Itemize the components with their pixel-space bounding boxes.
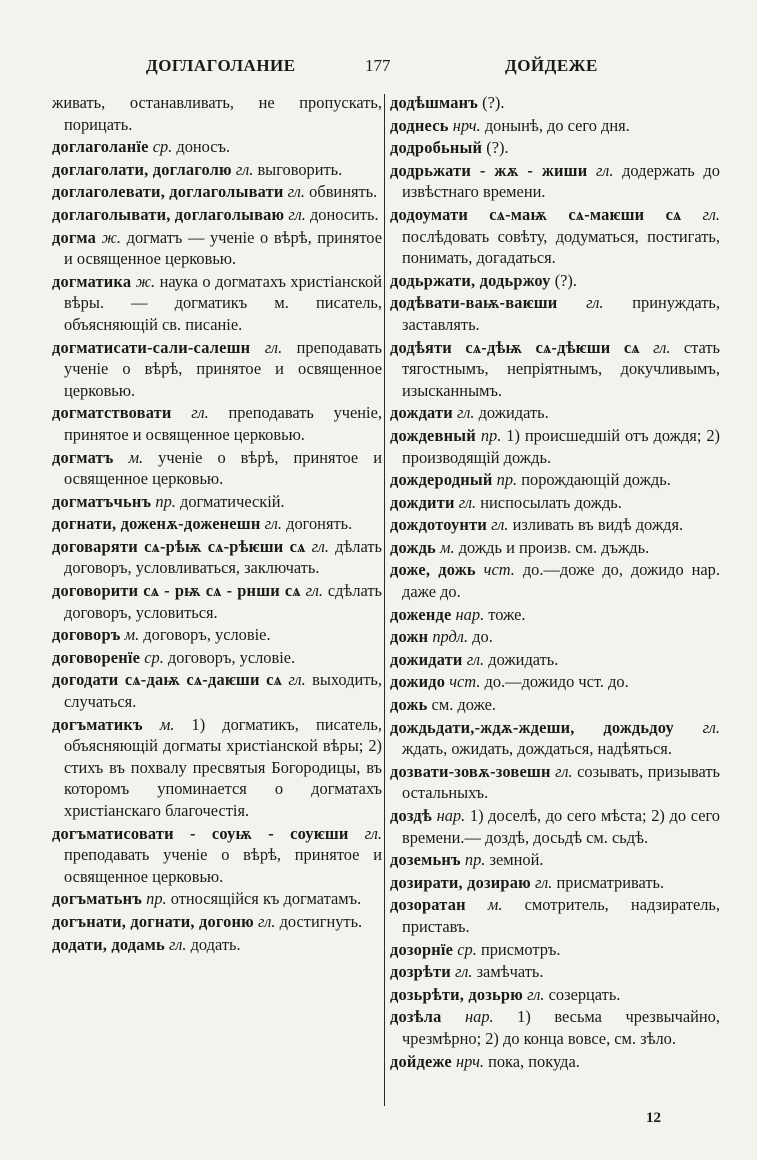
dictionary-entry — [390, 805, 720, 848]
entry-headword: дожн — [390, 627, 429, 647]
dictionary-entry — [390, 671, 720, 693]
entry-headword: дожидати — [390, 649, 463, 669]
entry-grammar: гл. — [527, 984, 545, 1004]
entry-definition: наука о догматахъ христіанской вѣры. — догматикъ м. писатель, объясняющій св. писаніе. — [64, 271, 382, 334]
entry-definition: пока, покуда. — [488, 1051, 580, 1071]
entry-grammar: гл. — [457, 403, 475, 423]
entry-definition: созывать, призывать остальныхъ. — [402, 761, 720, 803]
entry-headword: дождати — [390, 403, 453, 423]
entry-definition: принуждать, заставлять. — [402, 293, 720, 334]
entry-grammar: м. — [487, 895, 503, 915]
entry-definition: 1) догматикъ, писатель, объясняющій догматы христіанской вѣры; 2) стихъ въ похвалу пресвятыя Богородицы, въ которомъ упоминается о догматахъ христіанскаго благочестія. — [64, 714, 382, 820]
entry-definition: присмотръ. — [480, 939, 561, 959]
entry-headword: доземьнъ — [390, 850, 461, 870]
dictionary-entry — [52, 513, 382, 535]
entry-grammar: гл. — [534, 872, 553, 892]
entry-grammar: гл. — [702, 204, 720, 224]
entry-grammar: м. — [128, 447, 144, 467]
dictionary-entry — [52, 159, 382, 181]
dictionary-entry — [390, 872, 720, 894]
entry-grammar: гл. — [305, 581, 323, 601]
entry-grammar: ср. — [457, 939, 477, 959]
entry-definition: порождающій дождь. — [521, 470, 671, 490]
entry-grammar: гл. — [288, 670, 306, 690]
entry-headword: догма — [52, 227, 96, 247]
dictionary-entry — [390, 984, 720, 1006]
entry-definition: относящійся къ догматамъ. — [170, 889, 362, 909]
entry-headword: доздѣ — [390, 806, 432, 825]
entry-grammar: гл. — [169, 934, 187, 954]
entry-grammar: гл. — [466, 649, 485, 669]
entry-grammar: ср. — [152, 137, 173, 157]
entry-grammar: пр. — [146, 889, 167, 909]
header-left-word: ДОГЛАГОЛАНИЕ — [146, 56, 296, 75]
dictionary-entry — [52, 227, 382, 270]
dictionary-entry — [390, 402, 720, 424]
entry-grammar: пр. — [155, 491, 176, 511]
entry-headword: додьржати, додьржоу — [390, 270, 551, 290]
entry-definition: додержать до извѣстнаго времени. — [402, 160, 720, 202]
entry-headword: догматисати-сали-салешн — [52, 337, 251, 357]
dictionary-entry — [390, 514, 720, 536]
header-right-word: ДОЙДЕЖЕ — [505, 56, 598, 75]
entry-definition: дожидать. — [478, 403, 549, 423]
entry-headword: додати, додамь — [52, 934, 165, 954]
entry-definition: до.—доже до, дожидо нар. даже до. — [402, 560, 720, 602]
entry-definition: 1) весьма чрезвычайно, чрезмѣрно; 2) до конца вовсе, см. зѣло. — [402, 1007, 720, 1048]
entry-grammar: гл. — [458, 492, 477, 512]
entry-grammar: гл. — [258, 911, 276, 931]
dictionary-entry — [390, 160, 720, 203]
entry-grammar: пр. — [480, 425, 502, 445]
entry-definition: до. — [472, 627, 493, 647]
entry-definition: стать тягостнымъ, непріятнымъ, докучливымъ, изысканнымъ. — [402, 337, 720, 400]
dictionary-entry — [390, 939, 720, 961]
dictionary-entry — [390, 425, 720, 468]
dictionary-entry — [390, 894, 720, 937]
entry-definition: живать, останавливать, не пропускать, порицать. — [52, 93, 382, 134]
entry-grammar: гл. — [235, 159, 254, 179]
dictionary-entry — [390, 717, 720, 760]
entry-headword: додѣшманъ — [390, 93, 479, 112]
signature-mark: 12 — [646, 1110, 661, 1126]
dictionary-entry — [52, 337, 382, 402]
entry-grammar: пр. — [496, 470, 518, 490]
entry-grammar: гл. — [311, 536, 330, 556]
entry-definition: изливать въ видѣ дождя. — [512, 515, 684, 535]
entry-definition: земной. — [489, 850, 544, 870]
entry-grammar: гл. — [653, 337, 671, 357]
dictionary-entry — [390, 492, 720, 514]
entry-headword: дозрѣти — [390, 962, 451, 982]
column-divider — [384, 94, 385, 1106]
entry-grammar: гл. — [191, 403, 209, 423]
entry-definition: (?). — [482, 93, 505, 112]
entry-definition: см. доже. — [431, 695, 496, 715]
dictionary-entry — [52, 669, 382, 712]
entry-grammar: гл. — [555, 761, 573, 781]
entry-grammar: м. — [440, 537, 455, 557]
dictionary-entry — [390, 115, 720, 137]
dictionary-entry — [52, 823, 382, 888]
entry-definition: догонять. — [286, 514, 353, 534]
entry-definition: (?). — [486, 138, 509, 158]
dictionary-entry — [390, 204, 720, 269]
entry-definition: доносить. — [309, 204, 379, 224]
entry-definition: (?). — [554, 270, 577, 290]
entry-headword: додѣяти сѧ-дѣѭ сѧ-дѣѥши сѧ — [390, 337, 640, 357]
entry-definition: сдѣлать договоръ, условиться. — [64, 581, 382, 622]
entry-headword: догматъчьнъ — [52, 491, 152, 511]
entry-grammar: прдл. — [432, 627, 469, 647]
entry-grammar: чст. — [483, 560, 515, 580]
entry-definition: ниспосылать дождь. — [480, 492, 622, 512]
entry-definition: до.—дожидо чст. до. — [484, 672, 629, 692]
entry-headword: дозоратан — [390, 895, 466, 915]
entry-grammar: гл. — [491, 515, 509, 535]
entry-definition: присматривать. — [556, 872, 665, 892]
dictionary-entry — [52, 647, 382, 669]
dictionary-entry — [52, 204, 382, 226]
dictionary-entry — [390, 292, 720, 335]
entry-definition: 1) доселѣ, до сего мѣста; 2) до сего времени.— доздѣ, досьдѣ см. сьдѣ. — [402, 806, 720, 847]
dictionary-entry — [52, 92, 382, 135]
dictionary-entry — [390, 961, 720, 983]
entry-definition: послѣдовать совѣту, додуматься, постигать, понимать, догадаться. — [402, 226, 720, 268]
entry-definition: смотритель, надзиратель, приставъ. — [402, 895, 720, 936]
entry-grammar: гл. — [364, 823, 382, 843]
dictionary-entry — [390, 137, 720, 159]
entry-grammar: м. — [124, 625, 140, 645]
entry-definition: ученіе о вѣрѣ, принятое и освященное церковью. — [64, 447, 382, 489]
entry-headword: дождеродный — [390, 470, 493, 490]
entry-grammar: чст. — [449, 672, 481, 692]
dictionary-entry — [52, 934, 382, 956]
entry-headword: дожь — [390, 695, 428, 715]
running-header — [50, 56, 720, 80]
entry-headword: дозорнїе — [390, 939, 454, 959]
dictionary-entry — [52, 271, 382, 336]
entry-definition: выходить, случаться. — [64, 670, 382, 712]
entry-headword: договаряти сѧ-рѣѭ сѧ-рѣѥши сѧ — [52, 536, 306, 556]
entry-definition: донынѣ, до сего дня. — [484, 115, 630, 135]
entry-grammar: ср. — [144, 647, 164, 667]
entry-definition: тоже. — [488, 604, 526, 624]
entry-headword: догъматикъ — [52, 714, 143, 734]
entry-headword: додробьный — [390, 138, 483, 158]
page-number: 177 — [365, 56, 391, 75]
entry-headword: доднесь — [390, 115, 449, 135]
dictionary-entry — [390, 469, 720, 491]
dictionary-entry — [390, 1006, 720, 1049]
entry-headword: доглаголевати, доглаголывати — [52, 182, 284, 202]
entry-grammar: пр. — [464, 850, 486, 870]
right-column — [390, 92, 720, 1073]
entry-headword: доглаголывати, доглаголываю — [52, 204, 285, 224]
entry-headword: дождевный — [390, 425, 476, 445]
entry-grammar: нрч. — [455, 1051, 484, 1071]
dictionary-entry — [52, 447, 382, 490]
entry-headword: дождьдати,-ждѫ-ждеши, дождьдоу — [390, 717, 674, 737]
entry-grammar: ж. — [101, 227, 121, 247]
entry-headword: доженде — [390, 604, 452, 624]
dictionary-entry — [52, 911, 382, 933]
entry-definition: обвинять. — [309, 182, 378, 202]
dictionary-entry — [390, 537, 720, 559]
entry-headword: додрьжати - жѫ - жиши — [390, 160, 588, 180]
entry-headword: дождити — [390, 492, 455, 512]
entry-grammar: нар. — [436, 806, 466, 825]
dictionary-entry — [390, 604, 720, 626]
entry-headword: дозвати-зовѫ-зовешн — [390, 761, 551, 781]
entry-grammar: гл. — [702, 717, 720, 737]
entry-grammar: гл. — [264, 337, 283, 357]
left-column — [52, 92, 382, 956]
entry-grammar: нрч. — [452, 115, 481, 135]
entry-headword: догматствовати — [52, 403, 172, 423]
entry-definition: дожидать. — [488, 649, 559, 669]
entry-headword: додоумати сѧ-маѭ сѧ-маѥши сѧ — [390, 204, 682, 224]
entry-definition: выговорить. — [257, 159, 343, 179]
dictionary-entry — [52, 536, 382, 579]
entry-definition: доносъ. — [176, 137, 231, 157]
entry-definition: договоръ, условіе. — [143, 625, 271, 645]
entry-definition: замѣчать. — [476, 962, 544, 982]
entry-definition: дѣлать договоръ, условливаться, заключать. — [64, 536, 382, 578]
dictionary-entry — [52, 402, 382, 445]
entry-grammar: нар. — [455, 604, 485, 624]
entry-definition: догматическій. — [179, 491, 285, 511]
entry-grammar: гл. — [596, 160, 614, 180]
entry-headword: дозирати, дозираю — [390, 872, 531, 892]
dictionary-entry — [390, 694, 720, 716]
entry-definition: дождь и произв. см. дъждь. — [458, 537, 650, 557]
entry-headword: дозѣла — [390, 1007, 442, 1027]
dictionary-entry — [52, 580, 382, 623]
entry-headword: дойдеже — [390, 1051, 452, 1071]
entry-grammar: гл. — [264, 514, 283, 534]
dictionary-entry — [52, 624, 382, 646]
entry-headword: договоренїе — [52, 647, 141, 667]
entry-definition: достигнуть. — [279, 911, 363, 931]
dictionary-entry — [390, 626, 720, 648]
entry-headword: догънати, догнати, догоню — [52, 911, 254, 931]
entry-grammar: гл. — [287, 182, 306, 202]
entry-headword: додѣвати-ваѭ-ваѥши — [390, 293, 558, 313]
entry-headword: дожидо — [390, 672, 446, 692]
entry-definition: преподавать ученіе, принятое и освященное церковью. — [64, 403, 382, 444]
entry-definition: договоръ, условіе. — [167, 647, 296, 667]
dictionary-entry — [390, 270, 720, 292]
entry-headword: договоръ — [52, 625, 121, 645]
entry-headword: доглаголати, доглаголю — [52, 159, 232, 179]
entry-headword: дождотоунти — [390, 515, 487, 535]
entry-grammar: м. — [159, 714, 175, 734]
dictionary-entry — [52, 888, 382, 910]
entry-headword: доже, дожь — [390, 560, 476, 580]
entry-grammar: ж. — [135, 271, 156, 291]
dictionary-entry — [52, 181, 382, 203]
entry-headword: дождь — [390, 537, 436, 557]
entry-grammar: гл. — [288, 204, 306, 224]
entry-headword: догодати сѧ-даѭ сѧ-даѥши сѧ — [52, 670, 282, 690]
entry-grammar: нар. — [465, 1007, 494, 1027]
dictionary-entry — [390, 649, 720, 671]
entry-headword: догъматьнъ — [52, 889, 143, 909]
entry-definition: 1) происшедшій отъ дождя; 2) производящій дождь. — [402, 425, 720, 467]
dictionary-entry — [390, 849, 720, 871]
dictionary-entry — [52, 714, 382, 822]
entry-definition: догматъ — ученіе о вѣрѣ, принятое и освященное церковью. — [64, 227, 382, 269]
dictionary-entry — [52, 136, 382, 158]
entry-headword: догматъ — [52, 447, 114, 467]
entry-headword: договорити сѧ - рѭ сѧ - рнши сѧ — [52, 581, 301, 601]
entry-grammar: гл. — [586, 293, 604, 313]
dictionary-entry — [52, 491, 382, 513]
entry-definition: ждать, ожидать, дождаться, надѣяться. — [402, 739, 672, 759]
entry-headword: догнати, доженѫ-доженешн — [52, 514, 261, 534]
entry-definition: созерцать. — [548, 984, 621, 1004]
entry-definition: преподавать ученіе о вѣрѣ, принятое и освященное церковью. — [64, 845, 382, 886]
dictionary-entry — [390, 559, 720, 602]
dictionary-entry — [390, 92, 720, 114]
dictionary-entry — [390, 761, 720, 804]
entry-headword: догматика — [52, 271, 132, 291]
entry-grammar: гл. — [455, 962, 473, 982]
dictionary-entry — [390, 337, 720, 402]
entry-headword: доглаголанїе — [52, 137, 149, 157]
entry-definition: преподавать ученіе о вѣрѣ, принятое и освященное церковью. — [64, 337, 382, 400]
dictionary-entry — [390, 1051, 720, 1073]
entry-definition: додать. — [190, 934, 241, 954]
entry-headword: догъматисовати - соуѭ - соуѥши — [52, 823, 349, 843]
entry-headword: дозьрѣти, дозьрю — [390, 984, 523, 1004]
